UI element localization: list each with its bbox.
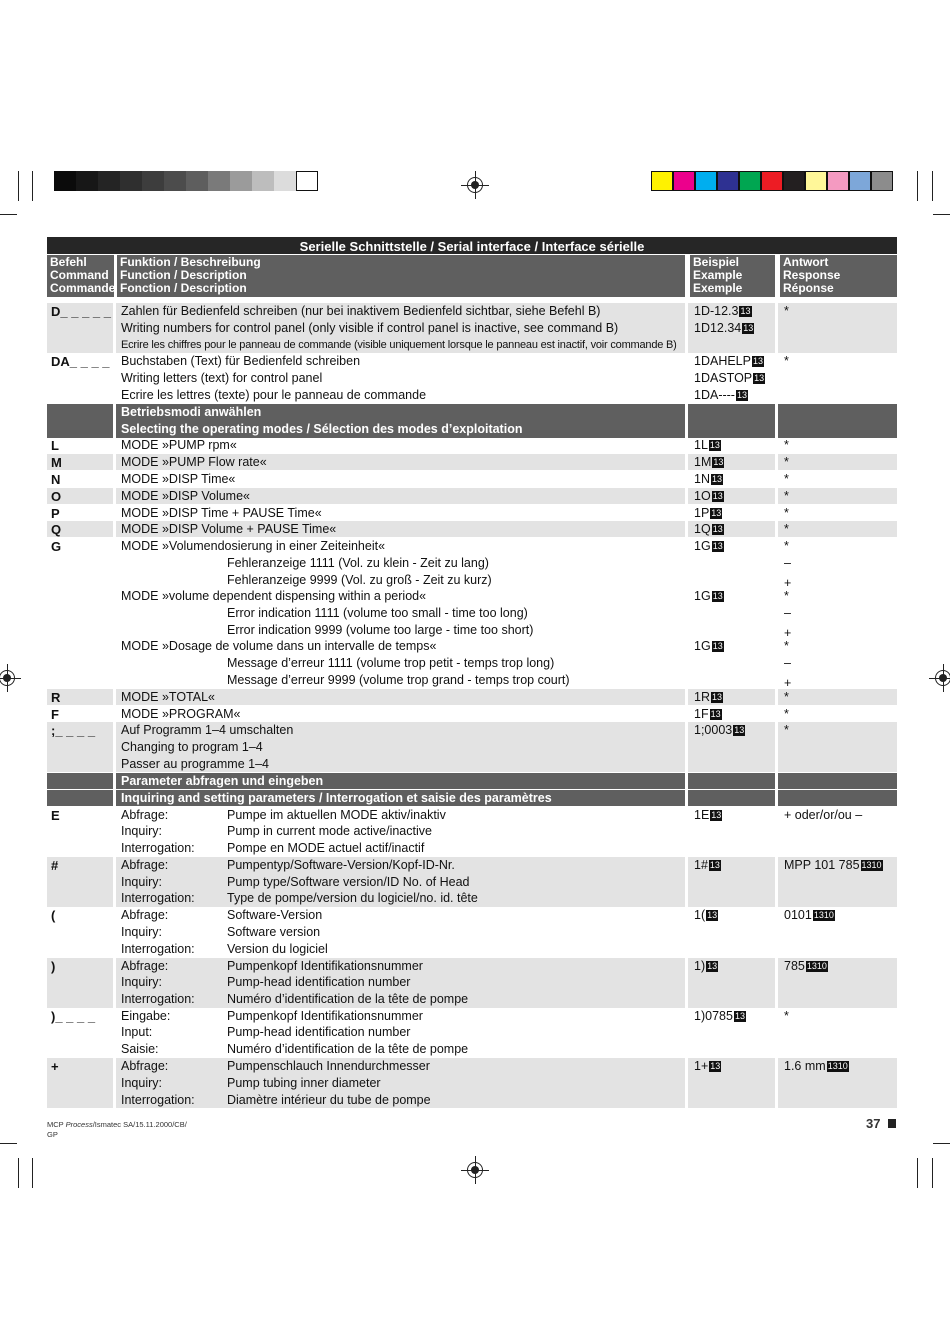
field-value: Pumpenkopf Identifikationsnummer (227, 1009, 423, 1023)
command-code: F (51, 707, 59, 722)
description: Ecrire les chiffres pour le panneau de commande (visible uniquement lorsque le panneau est inactif, voir commande B) (121, 339, 677, 351)
crop-mark (917, 171, 918, 201)
cr-glyph: 13 (711, 692, 722, 702)
crlf-glyph: 1310 (827, 1061, 848, 1071)
color-swatch (871, 171, 893, 191)
example: 1L 13 (694, 438, 720, 452)
description: MODE »DISP Time + PAUSE Time« (121, 506, 322, 520)
gray-swatch (54, 171, 76, 191)
field-value: Pump in current mode active/inactive (227, 824, 432, 838)
header-command (47, 255, 114, 297)
response: * (784, 539, 789, 553)
color-swatch (849, 171, 871, 191)
cr-glyph: 13 (740, 306, 751, 316)
description: MODE »DISP Volume« (121, 489, 250, 503)
description: Zahlen für Bedienfeld schreiben (nur bei inaktivem Bedienfeld sichtbar, siehe Befehl B) (121, 304, 601, 318)
cr-glyph: 13 (707, 910, 718, 920)
table-row (0, 605, 950, 622)
example: 1D-12.3 13 (694, 304, 751, 318)
field-label: Input: (121, 1025, 153, 1039)
cr-glyph: 13 (743, 323, 754, 333)
table-row (0, 756, 950, 773)
field-value: Pompe en MODE actuel actif/inactif (227, 841, 425, 855)
color-swatch (695, 171, 717, 191)
header-label: Commande (50, 281, 116, 295)
field-value: Version du logiciel (227, 942, 328, 956)
table-row (0, 807, 950, 824)
description: MODE »DISP Time« (121, 472, 236, 486)
field-label: Abfrage: (121, 1059, 169, 1073)
example: 1F 13 (694, 707, 721, 721)
field-label: Interrogation: (121, 942, 195, 956)
table-row (0, 538, 950, 555)
example: 1M 13 (694, 455, 724, 469)
command-code: ( (51, 908, 56, 923)
example: 1DASTOP 13 (694, 371, 765, 385)
table-row (0, 638, 950, 655)
header-label: Antwort (783, 255, 829, 269)
field-value: Pumpentyp/Software-Version/Kopf-ID-Nr. (227, 858, 455, 872)
command-code: # (51, 858, 59, 873)
crop-mark (32, 1158, 33, 1188)
example: 1DA---- 13 (694, 388, 747, 402)
field-value: Numéro d’identification de la tête de pompe (227, 992, 469, 1006)
command-code: O (51, 489, 62, 504)
crop-mark (32, 171, 33, 201)
table-row (0, 706, 950, 723)
description: MODE »DISP Volume + PAUSE Time« (121, 522, 337, 536)
cr-glyph: 13 (712, 524, 723, 534)
field-value: Numéro d’identification de la tête de pompe (227, 1042, 469, 1056)
example: 1+ 13 (694, 1059, 721, 1073)
gray-swatch (120, 171, 142, 191)
color-swatch (651, 171, 673, 191)
table-row (0, 1092, 950, 1109)
header-label: Befehl (50, 255, 87, 269)
response: 785 1310 (784, 959, 827, 973)
cr-glyph: 13 (712, 491, 723, 501)
response: * (784, 472, 789, 486)
response: * (784, 354, 789, 368)
example: 1G 13 (694, 539, 723, 553)
field-label: Interrogation: (121, 841, 195, 855)
registration-mark-icon (464, 1159, 486, 1181)
example: 1N 13 (694, 472, 722, 486)
crop-mark (933, 1143, 950, 1144)
response: – (784, 556, 791, 570)
field-value: Software version (227, 925, 321, 939)
table-row (0, 991, 950, 1008)
table-row (0, 974, 950, 991)
header-example (690, 255, 775, 297)
response: * (784, 438, 789, 452)
field-value: Diamètre intérieur du tube de pompe (227, 1093, 431, 1107)
field-label: Inquiry: (121, 824, 162, 838)
cr-glyph: 13 (710, 709, 721, 719)
field-label: Inquiry: (121, 875, 162, 889)
header-label: Funktion / Beschreibung (120, 255, 261, 269)
description: Passer au programme 1–4 (121, 757, 269, 771)
crlf-glyph: 1310 (861, 860, 882, 870)
cr-glyph: 13 (709, 860, 720, 870)
response: + (784, 576, 792, 590)
section-heading (0, 404, 950, 421)
section-heading (0, 773, 950, 790)
section-heading (0, 790, 950, 807)
response: * (784, 455, 789, 469)
example: 1;0003 13 (694, 723, 745, 737)
color-swatch (783, 171, 805, 191)
section-title: Parameter abfragen und eingeben (121, 774, 324, 788)
example: 1# 13 (694, 858, 720, 872)
command-code: G (51, 539, 62, 554)
field-label: Interrogation: (121, 891, 195, 905)
crlf-glyph: 1310 (813, 910, 834, 920)
error-description: Error indication 1111 (volume too small - time too long) (227, 606, 528, 620)
table-row (0, 672, 950, 689)
field-label: Interrogation: (121, 1093, 195, 1107)
table-row (0, 572, 950, 589)
example: 1( 13 (694, 908, 718, 922)
table-row (0, 622, 950, 639)
description: Auf Programm 1–4 umschalten (121, 723, 294, 737)
crop-mark (932, 171, 933, 201)
header-label: Example (693, 268, 743, 282)
field-label: Interrogation: (121, 992, 195, 1006)
cr-glyph: 13 (752, 356, 763, 366)
error-description: Error indication 9999 (volume too large - time too short) (227, 623, 534, 637)
command-code: M (51, 455, 62, 470)
cr-glyph: 13 (754, 373, 765, 383)
cr-glyph: 13 (710, 1061, 721, 1071)
response: + (784, 676, 792, 690)
table-row (0, 437, 950, 454)
command-code: L (51, 438, 59, 453)
table-row (0, 521, 950, 538)
table-row (0, 722, 950, 739)
table-row (0, 320, 950, 337)
table-row (0, 823, 950, 840)
gray-swatch (252, 171, 274, 191)
command-code: )_ _ _ _ (51, 1009, 96, 1024)
table-row (0, 907, 950, 924)
section-title: Selecting the operating modes / Sélection des modes d’exploitation (121, 422, 523, 436)
table-row (0, 1024, 950, 1041)
cr-glyph: 13 (712, 541, 723, 551)
crlf-glyph: 1310 (806, 961, 827, 971)
section-heading (0, 421, 950, 438)
field-label: Eingabe: (121, 1009, 171, 1023)
description: MODE »volume dependent dispensing within a period« (121, 589, 427, 603)
response: * (784, 589, 789, 603)
command-code: + (51, 1059, 59, 1074)
example: 1R 13 (694, 690, 722, 704)
description: MODE »Dosage de volume dans un intervalle de temps« (121, 639, 437, 653)
header-label: Exemple (693, 281, 743, 295)
color-swatch (761, 171, 783, 191)
example: 1DAHELP 13 (694, 354, 763, 368)
example: 1D12.34 13 (694, 321, 754, 335)
table-row (0, 1008, 950, 1025)
command-code: E (51, 808, 60, 823)
gray-swatch (186, 171, 208, 191)
command-code: Q (51, 522, 62, 537)
error-description: Message d’erreur 9999 (volume trop grand - temps trop court) (227, 673, 570, 687)
registration-mark-icon (464, 174, 486, 196)
cr-glyph: 13 (736, 390, 747, 400)
description: MODE »TOTAL« (121, 690, 216, 704)
table-row (0, 454, 950, 471)
table-row (0, 1058, 950, 1075)
color-swatch (739, 171, 761, 191)
command-code: D_ _ _ _ _ (51, 304, 111, 319)
crop-mark (917, 1158, 918, 1188)
response: * (784, 707, 789, 721)
table-row (0, 337, 950, 354)
description: Buchstaben (Text) für Bedienfeld schreiben (121, 354, 361, 368)
table-title: Serielle Schnittstelle / Serial interface / Interface sérielle (47, 237, 897, 254)
gray-swatch (274, 171, 296, 191)
cr-glyph: 13 (713, 457, 724, 467)
table-row (0, 689, 950, 706)
response: – (784, 656, 791, 670)
description: Ecrire les lettres (texte) pour le panneau de commande (121, 388, 427, 402)
command-code: DA_ _ _ _ (51, 354, 110, 369)
response: * (784, 522, 789, 536)
response: * (784, 639, 789, 653)
page-number: 37 (866, 1116, 881, 1131)
crop-mark (18, 171, 19, 201)
table-row (0, 924, 950, 941)
page-marker (888, 1119, 896, 1128)
response: * (784, 690, 789, 704)
header-label: Réponse (783, 281, 834, 295)
field-label: Abfrage: (121, 959, 169, 973)
section-title: Inquiring and setting parameters / Interrogation et saisie des paramètres (121, 791, 552, 805)
table-row (0, 1075, 950, 1092)
table-row (0, 958, 950, 975)
table-row (0, 555, 950, 572)
field-label: Inquiry: (121, 925, 162, 939)
color-swatch (673, 171, 695, 191)
field-label: Abfrage: (121, 808, 169, 822)
field-label: Saisie: (121, 1042, 159, 1056)
header-function (117, 255, 685, 297)
table-row (0, 840, 950, 857)
table-row (0, 353, 950, 370)
cr-glyph: 13 (711, 508, 722, 518)
table-row (0, 857, 950, 874)
table-row (0, 739, 950, 756)
error-description: Fehleranzeige 9999 (Vol. zu groß - Zeit zu kurz) (227, 573, 492, 587)
response: + oder/or/ou – (784, 808, 863, 822)
field-value: Software-Version (227, 908, 323, 922)
table-row (0, 890, 950, 907)
header-label: Response (783, 268, 841, 282)
command-code: N (51, 472, 61, 487)
table-row (0, 505, 950, 522)
field-label: Abfrage: (121, 858, 169, 872)
description: Writing letters (text) for control panel (121, 371, 323, 385)
error-description: Message d’erreur 1111 (volume trop petit - temps trop long) (227, 656, 555, 670)
response: * (784, 506, 789, 520)
gray-swatch (296, 171, 318, 191)
command-code: ) (51, 959, 56, 974)
field-value: Pump-head identification number (227, 1025, 411, 1039)
example: 1O 13 (694, 489, 723, 503)
cr-glyph: 13 (709, 440, 720, 450)
header-label: Command (50, 268, 109, 282)
crop-mark (0, 1143, 17, 1144)
cr-glyph: 13 (734, 1011, 745, 1021)
cr-glyph: 13 (712, 591, 723, 601)
cr-glyph: 13 (711, 810, 722, 820)
field-value: Pumpe im aktuellen MODE aktiv/inaktiv (227, 808, 446, 822)
command-code: P (51, 506, 60, 521)
description: Writing numbers for control panel (only visible if control panel is inactive, see command B) (121, 321, 619, 335)
color-swatch (827, 171, 849, 191)
color-swatch (805, 171, 827, 191)
response: 0101 1310 (784, 908, 834, 922)
response: * (784, 489, 789, 503)
response: MPP 101 785 1310 (784, 858, 882, 872)
field-value: Pump type/Software version/ID No. of Head (227, 875, 470, 889)
field-value: Pumpenschlauch Innendurchmesser (227, 1059, 430, 1073)
header-label: Beispiel (693, 255, 740, 269)
gray-swatch (230, 171, 252, 191)
description: MODE »PROGRAM« (121, 707, 241, 721)
gray-swatch (76, 171, 98, 191)
field-label: Abfrage: (121, 908, 169, 922)
table-row (0, 588, 950, 605)
example: 1Q 13 (694, 522, 723, 536)
crop-mark (932, 1158, 933, 1188)
field-label: Inquiry: (121, 975, 162, 989)
field-label: Inquiry: (121, 1076, 162, 1090)
response: – (784, 606, 791, 620)
table-row (0, 387, 950, 404)
field-value: Type de pompe/version du logiciel/no. id. tête (227, 891, 478, 905)
error-description: Fehleranzeige 1111 (Vol. zu klein - Zeit zu lang) (227, 556, 489, 570)
response: 1.6 mm 1310 (784, 1059, 848, 1073)
field-value: Pumpenkopf Identifikationsnummer (227, 959, 423, 973)
header-label: Function / Description (120, 268, 247, 282)
description: Changing to program 1–4 (121, 740, 263, 754)
cr-glyph: 13 (707, 961, 718, 971)
command-code: R (51, 690, 61, 705)
example: 1G 13 (694, 589, 723, 603)
example: 1P 13 (694, 506, 722, 520)
example: 1) 13 (694, 959, 718, 973)
table-row (0, 1041, 950, 1058)
gray-swatch (142, 171, 164, 191)
gray-swatch (208, 171, 230, 191)
crop-mark (0, 214, 17, 215)
description: MODE »Volumendosierung in einer Zeiteinheit« (121, 539, 386, 553)
response: * (784, 304, 789, 318)
table-row (0, 370, 950, 387)
cr-glyph: 13 (711, 474, 722, 484)
header-label: Fonction / Description (120, 281, 247, 295)
description: MODE »PUMP Flow rate« (121, 455, 267, 469)
table-row (0, 655, 950, 672)
response: * (784, 1009, 789, 1023)
example: 1E 13 (694, 808, 722, 822)
crop-mark (18, 1158, 19, 1188)
table-row (0, 488, 950, 505)
table-row (0, 941, 950, 958)
color-swatch (717, 171, 739, 191)
response: * (784, 723, 789, 737)
section-title: Betriebsmodi anwählen (121, 405, 262, 419)
table-row (0, 303, 950, 320)
gray-swatch (98, 171, 120, 191)
cr-glyph: 13 (734, 725, 745, 735)
table-row (0, 874, 950, 891)
gray-swatch (164, 171, 186, 191)
crop-mark (933, 214, 950, 215)
command-code: ;_ _ _ _ (51, 723, 96, 738)
header-response (780, 255, 897, 297)
table-row (0, 471, 950, 488)
example: 1)0785 13 (694, 1009, 745, 1023)
response: + (784, 626, 792, 640)
footer-imprint: MCP Process/Ismatec SA/15.11.2000/CB/ GP (47, 1120, 187, 1139)
description: MODE »PUMP rpm« (121, 438, 237, 452)
field-value: Pump tubing inner diameter (227, 1076, 381, 1090)
field-value: Pump-head identification number (227, 975, 411, 989)
cr-glyph: 13 (712, 641, 723, 651)
example: 1G 13 (694, 639, 723, 653)
